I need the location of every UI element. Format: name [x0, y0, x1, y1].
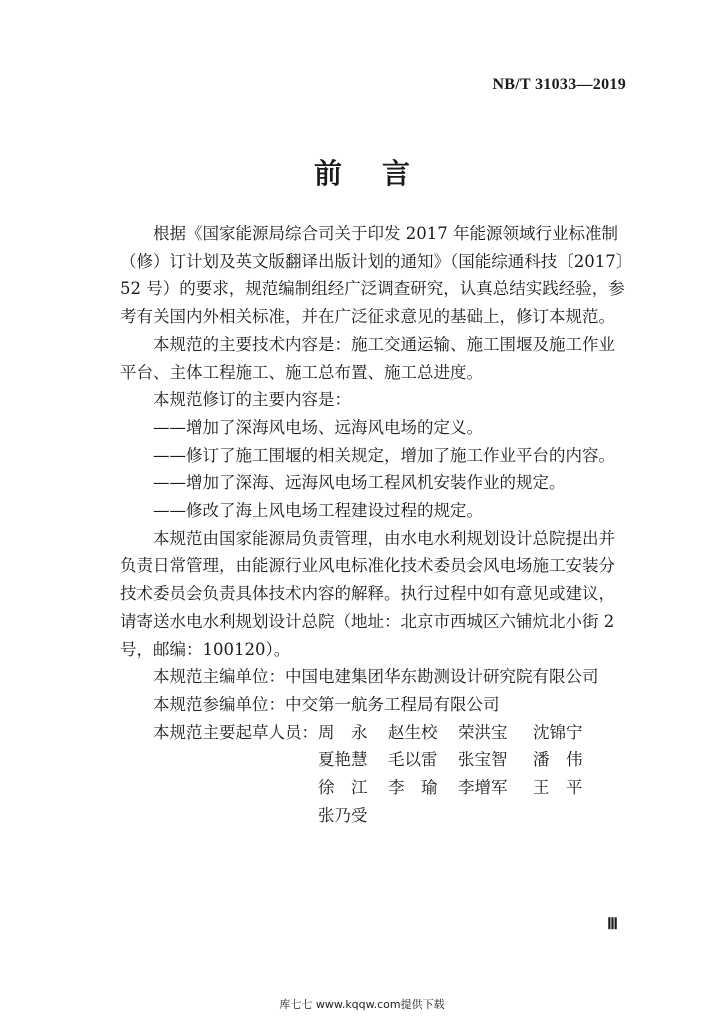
drafters-list [318, 719, 603, 830]
drafter-name: 张宝智 [458, 750, 508, 770]
drafter-name: 周 永 [318, 722, 368, 742]
drafters-row [120, 719, 630, 830]
drafters-label: 本规范主要起草人员： [153, 722, 318, 742]
paragraph-revision-intro: 本规范修订的主要内容是： [153, 390, 351, 410]
page-number: Ⅲ [606, 916, 618, 933]
page-title: 前言 [313, 157, 450, 190]
drafter-name: 潘 伟 [533, 750, 583, 770]
paragraph-main-content: 本规范的主要技术内容是：施工交通运输、施工围堰及施工作业平台、主体工程施工、施工总布置、施工总进度。 [120, 334, 615, 382]
paragraph-basis: 根据《国家能源局综合司关于印发 2017 年能源领域行业标准制（修）订计划及英文版翻译出版计划的通知》（国能综通科技〔2017〕52 号）的要求，规范编制组经广泛调查研究，认真总结实践经验，参考有关国内外相关标准，并在广泛征求意见的基础上，修订本规范。 [120, 224, 625, 327]
preface-body [120, 220, 630, 829]
participating-unit-value: 中交第一航务工程局有限公司 [285, 694, 500, 714]
participating-unit-label: 本规范参编单位： [153, 694, 285, 714]
standard-code: NB/T 31033—2019 [492, 76, 626, 93]
chief-unit-value: 中国电建集团华东勘测设计研究院有限公司 [285, 667, 599, 687]
paragraph-management: 本规范由国家能源局负责管理，由水电水利规划设计总院提出并负责日常管理，由能源行业风电标准化技术委员会风电场施工安装分技术委员会负责具体技术内容的解释。执行过程中如有意见或建议，请寄送水电水利规划设计总院（地址：北京市西城区六铺炕北小街 2 号，邮编：100120）。 [120, 528, 615, 659]
participating-unit-row [120, 691, 630, 719]
drafter-name: 徐 江 [318, 778, 368, 798]
chief-unit-label: 本规范主编单位： [153, 667, 285, 687]
drafter-name: 王 平 [533, 778, 583, 798]
revision-item: ——修改了海上风电场工程建设过程的规定。 [153, 501, 483, 521]
download-footer: 库七七 www.kqqw.com提供下载 [279, 998, 445, 1011]
revision-item: ——增加了深海、远海风电场工程风机安装作业的规定。 [153, 473, 566, 493]
drafter-name: 毛以雷 [388, 750, 438, 770]
chief-unit-row [120, 663, 630, 691]
drafter-name: 张乃受 [318, 805, 368, 825]
drafter-name: 沈锦宁 [533, 722, 583, 742]
drafter-name: 荣洪宝 [458, 722, 508, 742]
drafter-name: 赵生校 [388, 722, 438, 742]
revision-item: ——增加了深海风电场、远海风电场的定义。 [153, 417, 483, 437]
drafter-name: 李 瑜 [388, 778, 438, 798]
drafter-name: 李增军 [458, 778, 508, 798]
drafter-name: 夏艳慧 [318, 750, 368, 770]
revision-item: ——修订了施工围堰的相关规定，增加了施工作业平台的内容。 [153, 445, 615, 465]
